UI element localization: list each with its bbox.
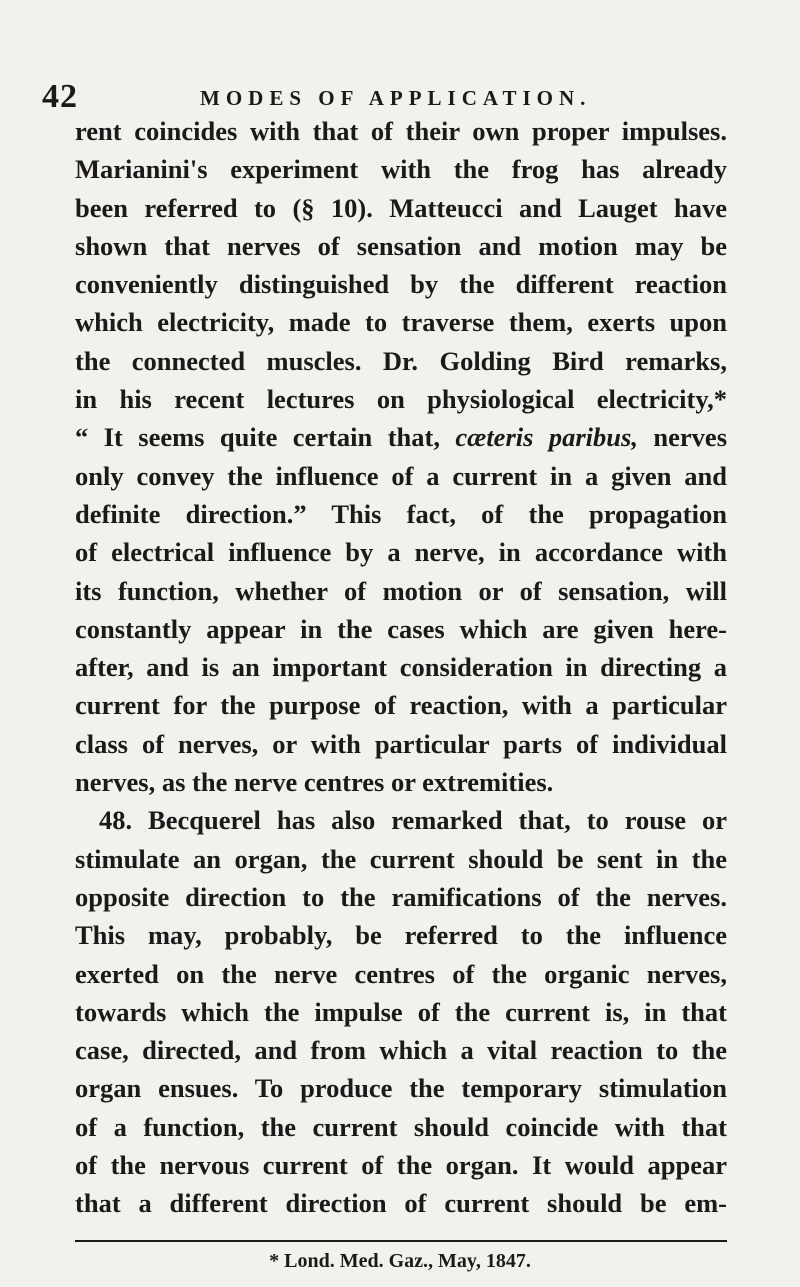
text-line: been referred to (§ 10). Matteucci and Lauget have	[75, 192, 727, 223]
text-line: This may, probably, be referred to the influence	[75, 920, 727, 951]
body-text	[75, 112, 727, 1223]
text-line: organ ensues. To produce the temporary stimulation	[75, 1073, 727, 1104]
running-head: MODES OF APPLICATION.	[200, 86, 592, 110]
text-line: the connected muscles. Dr. Golding Bird remarks,	[75, 345, 727, 376]
text-line: current for the purpose of reaction, with a particular	[75, 690, 727, 721]
footnote: * Lond. Med. Gaz., May, 1847.	[269, 1250, 531, 1272]
text-line: Marianini's experiment with the frog has already	[75, 154, 727, 185]
footnote-divider	[75, 1240, 727, 1242]
text-segment: “ It seems quite certain that,	[75, 422, 440, 453]
text-line: of the nervous current of the organ. It would appear	[75, 1150, 727, 1181]
text-line: after, and is an important consideration in directing a	[75, 652, 727, 683]
text-line: class of nerves, or with particular parts of individual	[75, 728, 727, 759]
text-line: case, directed, and from which a vital reaction to the	[75, 1035, 727, 1066]
page-number: 42	[42, 78, 78, 115]
text-line: that a different direction of current should be em-	[75, 1188, 727, 1219]
text-line: of a function, the current should coincide with that	[75, 1111, 727, 1142]
text-line: shown that nerves of sensation and motion may be	[75, 230, 727, 261]
text-line: nerves, as the nerve centres or extremities.	[75, 767, 554, 798]
italic-phrase: cæteris paribus,	[455, 422, 638, 453]
text-line: in his recent lectures on physiological electricity,*	[75, 384, 727, 415]
text-line: conveniently distinguished by the different reaction	[75, 269, 727, 300]
text-line: of electrical influence by a nerve, in accordance with	[75, 537, 727, 568]
text-line-with-italic	[75, 418, 727, 456]
paragraph-start-line: 48. Becquerel has also remarked that, to rouse or	[99, 805, 727, 836]
text-line: opposite direction to the ramifications of the nerves.	[75, 881, 727, 912]
text-line: rent coincides with that of their own proper impulses.	[75, 116, 727, 146]
text-line: stimulate an organ, the current should be sent in the	[75, 843, 727, 874]
text-line: definite direction.” This fact, of the propagation	[75, 498, 727, 529]
text-line: constantly appear in the cases which are given here-	[75, 613, 727, 644]
text-line: its function, whether of motion or of sensation, will	[75, 575, 727, 606]
text-line: only convey the influence of a current in a given and	[75, 460, 727, 491]
text-line: which electricity, made to traverse them, exerts upon	[75, 307, 727, 338]
text-line: towards which the impulse of the current is, in that	[75, 996, 727, 1027]
text-segment: nerves	[637, 422, 728, 453]
text-line: exerted on the nerve centres of the organic nerves,	[75, 958, 727, 989]
